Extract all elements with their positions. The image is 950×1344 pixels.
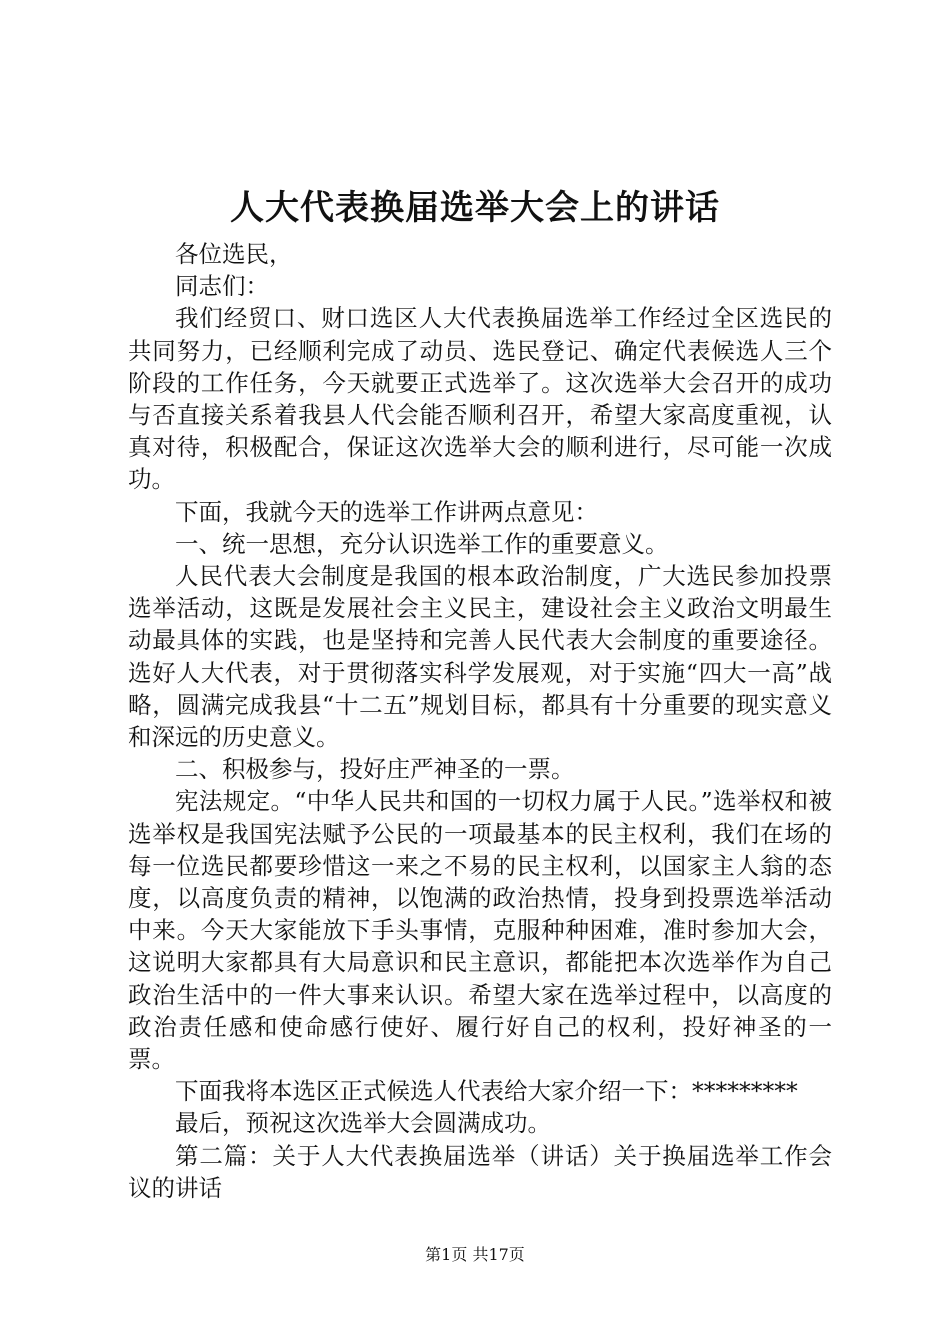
document-title: 人大代表换届选举大会上的讲话 — [230, 188, 720, 228]
heading-point-one: 一、统一思想，充分认识选举工作的重要意义。 — [175, 529, 669, 558]
paragraph-point-one: 人民代表大会制度是我国的根本政治制度，广大选民参加投票选举活动，这既是发展社会主义民主，建设社会主义政治文明最生动最具体的实践，也是坚持和完善人民代表大会制度的重要途径。选好人大代表，对于贯彻落实科学发展观，对于实施“四大一高”战略，圆满完成我县“十二五”规划目标，都具有十分重要的现实意义和深远的历史意义。 — [128, 562, 832, 752]
paragraph-closing: 最后，预祝这次选举大会圆满成功。 — [175, 1109, 551, 1138]
salutation-voters: 各位选民， — [175, 240, 293, 268]
paragraph-two-points: 下面，我就今天的选举工作讲两点意见： — [175, 497, 598, 526]
paragraph-candidates: 下面我将本选区正式候选人代表给大家介绍一下：********* — [175, 1077, 798, 1106]
paragraph-point-two: 宪法规定。“中华人民共和国的一切权力属于人民。”选举权和被选举权是我国宪法赋予公民的一项最基本的民主权利，我们在场的每一位选民都要珍惜这一来之不易的民主权利，以国家主人翁的态度，以高度负责的精神，以饱满的政治热情，投身到投票选举活动中来。今天大家能放下手头事情，克服种种困难，准时参加大会，这说明大家都具有大局意识和民主意识，都能把本次选举作为自己政治生活中的一件大事来认识。希望大家在选举过程中，以高度的政治责任感和使命感行使好、履行好自己的权利，投好神圣的一票。 — [128, 787, 832, 1074]
paragraph-second-article: 第二篇：关于人大代表换届选举（讲话）关于换届选举工作会议的讲话 — [128, 1141, 832, 1202]
heading-point-two: 二、积极参与，投好庄严神圣的一票。 — [175, 755, 575, 784]
salutation-comrades: 同志们： — [175, 272, 269, 301]
document-body — [128, 238, 832, 1204]
paragraph-intro: 我们经贸口、财口选区人大代表换届选举工作经过全区选民的共同努力，已经顺利完成了动员、选民登记、确定代表候选人三个阶段的工作任务，今天就要正式选举了。这次选举大会召开的成功与否直接关系着我县人代会能否顺利召开，希望大家高度重视，认真对待，积极配合，保证这次选举大会的顺利进行，尽可能一次成功。 — [128, 304, 832, 494]
page-number: 第1页 共17页 — [425, 1245, 525, 1264]
